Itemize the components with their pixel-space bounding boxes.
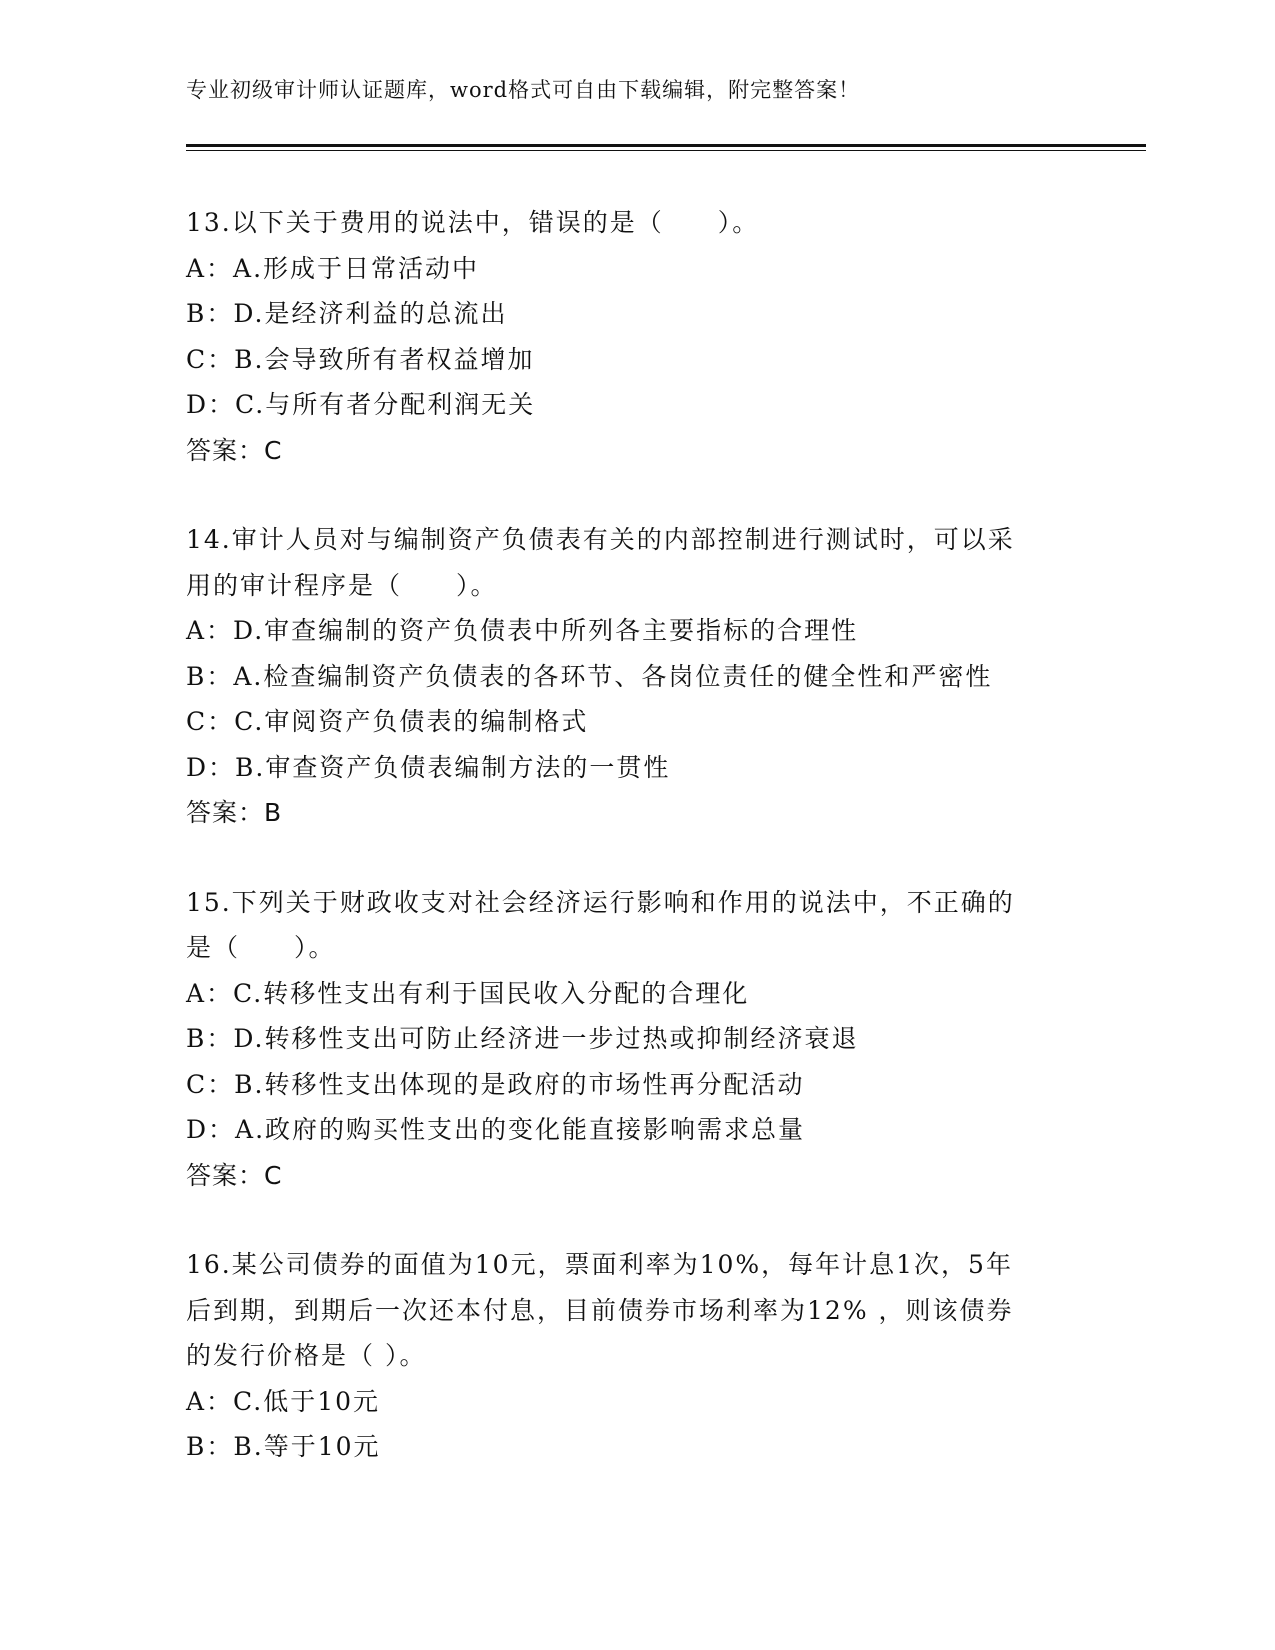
header-divider bbox=[186, 144, 1146, 147]
answer-option: B：D.是经济利益的总流出 bbox=[186, 299, 508, 328]
question-stem: 后到期，到期后一次还本付息，目前债券市场利率为12% ，则该债券 bbox=[186, 1295, 1014, 1325]
answer-option: B：D.转移性支出可防止经济进一步过热或抑制经济衰退 bbox=[186, 1024, 859, 1053]
correct-answer: 答案：C bbox=[186, 435, 283, 465]
answer-option: A：C.转移性支出有利于国民收入分配的合理化 bbox=[186, 978, 750, 1008]
answer-option: B：B.等于10元 bbox=[186, 1432, 381, 1461]
answer-option: C：B.转移性支出体现的是政府的市场性再分配活动 bbox=[186, 1069, 805, 1099]
question-block bbox=[186, 880, 1086, 1199]
correct-answer: 答案：C bbox=[186, 1160, 283, 1190]
header-divider-thin bbox=[186, 150, 1146, 151]
question-stem: 15.下列关于财政收支对社会经济运行影响和作用的说法中，不正确的 bbox=[186, 887, 1015, 917]
question-stem: 是（ ）。 bbox=[186, 933, 336, 962]
answer-option: C：B.会导致所有者权益增加 bbox=[186, 344, 535, 374]
answer-option: D：A.政府的购买性支出的变化能直接影响需求总量 bbox=[186, 1115, 806, 1144]
answer-option: A：A.形成于日常活动中 bbox=[186, 253, 480, 283]
question-block bbox=[186, 517, 1086, 836]
correct-answer: 答案：B bbox=[186, 798, 283, 827]
question-list bbox=[186, 200, 1086, 1514]
answer-option: B：A.检查编制资产负债表的各环节、各岗位责任的健全性和严密性 bbox=[186, 661, 993, 691]
question-stem: 14.审计人员对与编制资产负债表有关的内部控制进行测试时，可以采 bbox=[186, 525, 1015, 554]
question-stem: 16.某公司债券的面值为10元，票面利率为10%，每年计息1次，5年 bbox=[186, 1250, 1013, 1279]
question-stem: 13.以下关于费用的说法中，错误的是（ ）。 bbox=[186, 208, 760, 237]
page-header: 专业初级审计师认证题库，word格式可自由下载编辑，附完整答案！ bbox=[186, 78, 861, 102]
answer-option: D：C.与所有者分配利润无关 bbox=[186, 390, 536, 419]
answer-option: A：C.低于10元 bbox=[186, 1386, 381, 1416]
answer-option: A：D.审查编制的资产负债表中所列各主要指标的合理性 bbox=[186, 616, 859, 645]
question-stem: 的发行价格是（ ）。 bbox=[186, 1341, 427, 1370]
question-block bbox=[186, 1242, 1086, 1470]
question-block bbox=[186, 200, 1086, 473]
question-stem: 用的审计程序是（ ）。 bbox=[186, 570, 498, 600]
answer-option: C：C.审阅资产负债表的编制格式 bbox=[186, 707, 589, 736]
answer-option: D：B.审查资产负债表编制方法的一贯性 bbox=[186, 752, 671, 782]
